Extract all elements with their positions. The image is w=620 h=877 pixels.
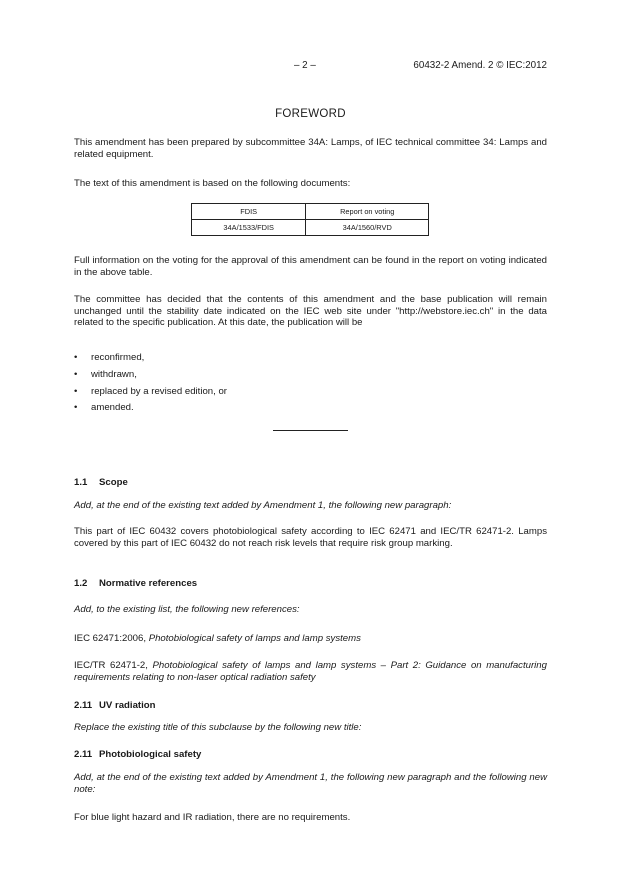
bullet-icon: • — [74, 385, 78, 397]
section-number: 2.11 — [74, 700, 93, 711]
table-cell: 34A/1533/FDIS — [192, 220, 306, 236]
foreword-paragraph-1: This amendment has been prepared by subcommittee 34A: Lamps, of IEC technical committee 34: Lamps and related equipment. — [74, 137, 547, 160]
photobiological-safety-instruction: Add, at the end of the existing text added by Amendment 1, the following new paragraph and the following new note: — [74, 772, 547, 795]
list-item-label: withdrawn, — [91, 368, 137, 380]
scope-instruction: Add, at the end of the existing text added by Amendment 1, the following new paragraph: — [74, 500, 452, 511]
list-item — [74, 352, 374, 369]
table-row — [192, 220, 429, 236]
voting-documents-table — [191, 203, 429, 236]
standard-reference: 60432-2 Amend. 2 © IEC:2012 — [413, 60, 547, 71]
reference-iec-62471 — [74, 633, 547, 645]
page-number: – 2 – — [294, 60, 316, 71]
bullet-icon: • — [74, 352, 78, 363]
list-item-label: replaced by a revised edition, or — [91, 385, 227, 397]
reference-id: IEC/TR 62471-2, — [74, 660, 148, 671]
table-cell: 34A/1560/RVD — [306, 220, 429, 236]
list-item — [74, 402, 374, 419]
bullet-icon: • — [74, 402, 78, 414]
reference-iec-tr-62471-2 — [74, 660, 547, 683]
reference-title: Photobiological safety of lamps and lamp systems – Part 2: Guidance on manufacturing requirements relating to non-laser optical radiation safety — [74, 660, 547, 683]
list-item-label: amended. — [91, 402, 134, 414]
scope-text: This part of IEC 60432 covers photobiological safety according to IEC 62471 and IEC/TR 62471-2. Lamps covered by this part of IEC 60432 do not reach risk levels that require risk group marking. — [74, 526, 547, 549]
foreword-paragraph-4: The committee has decided that the contents of this amendment and the base publication will remain unchanged until the stability date indicated on the IEC web site under "http://webstore.iec.ch" in the data related to the specific publication. At this date, the publication will be — [74, 294, 547, 329]
list-item — [74, 369, 374, 386]
bullet-icon: • — [74, 368, 78, 380]
section-heading-scope — [74, 477, 547, 488]
section-title: Scope — [99, 477, 128, 488]
photobiological-safety-text: For blue light hazard and IR radiation, there are no requirements. — [74, 812, 351, 823]
foreword-paragraph-3: Full information on the voting for the approval of this amendment can be found in the report on voting indicated in the above table. — [74, 255, 547, 278]
section-title: Normative references — [99, 578, 198, 589]
uv-radiation-instruction: Replace the existing title of this subclause by the following new title: — [74, 722, 362, 733]
normative-references-instruction: Add, to the existing list, the following new references: — [74, 604, 300, 615]
section-number: 1.1 — [74, 477, 88, 488]
reference-title: Photobiological safety of lamps and lamp systems — [148, 633, 361, 644]
section-heading-photobiological-safety — [74, 749, 547, 760]
list-item — [74, 386, 374, 403]
reference-id: IEC 62471:2006, — [74, 633, 147, 644]
foreword-paragraph-2: The text of this amendment is based on the following documents: — [74, 178, 351, 189]
section-heading-uv-radiation — [74, 700, 547, 711]
page-title: FOREWORD — [275, 108, 346, 120]
section-title: Photobiological safety — [99, 749, 202, 760]
section-heading-normative-references — [74, 578, 547, 589]
table-header-cell: Report on voting — [306, 204, 429, 220]
list-item-label: reconfirmed, — [91, 352, 145, 363]
section-title: UV radiation — [99, 700, 156, 711]
table-header-row — [192, 204, 429, 220]
table-header-cell: FDIS — [192, 204, 306, 220]
section-number: 1.2 — [74, 578, 88, 589]
section-number: 2.11 — [74, 749, 93, 760]
section-divider — [273, 430, 348, 431]
publication-status-list — [74, 352, 374, 419]
